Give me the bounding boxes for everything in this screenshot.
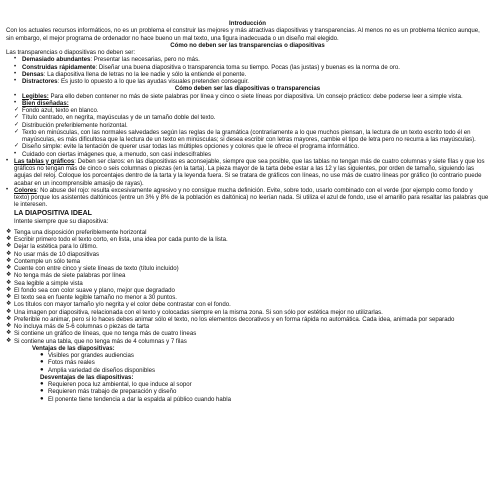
bullet-marker: • xyxy=(14,63,17,70)
bien-item-text: Fondo azul, texto en blanco. xyxy=(22,107,99,114)
ventaja-item-text: Amplia variedad de diseños disponibles xyxy=(48,366,156,374)
section1-item-text xyxy=(22,78,489,85)
bullet-marker: ❖ xyxy=(6,265,12,271)
bullet-marker: ✓ xyxy=(14,107,20,113)
bullet-marker: ● xyxy=(40,359,44,366)
tablas-body: : Deben ser claros: en las diapositivas es aconsejable, siempre que sea posible, que las tablas no tengan más de cuatro columnas y siete filas y que los gráficos no tengan más de cinco o seis columnas o piezas (en la tarta). La pieza mayor de la tarta debe estar a las 12 y las siguientes, por orden de tamaño, siguiendo las agujas del reloj. Coloque los porcentajes dentro de la tarta y la leyenda fuera. Si se tratara de gráficos con líneas, no use más de cuatro líneas por gráfico (lo contrario puede acabar en un incomprensible amasijo de rayas). xyxy=(14,157,485,187)
bullet-marker: ✓ xyxy=(14,143,20,150)
tablas-item xyxy=(6,158,489,187)
colores-label: Colores xyxy=(14,186,37,194)
section1-item-body: : La diapositiva llena de letras no la lee nadie y sólo la entiende el ponente. xyxy=(43,70,247,78)
legibles-item xyxy=(6,93,489,100)
bullet-marker: ❖ xyxy=(6,330,12,337)
bien-item-text: Cuidado con ciertas imágenes que, a menudo, son casi indescifrables xyxy=(22,150,212,158)
bullet-marker: ❖ xyxy=(6,337,12,344)
section2-title: Cómo deben ser las diapositivas o transparencias xyxy=(174,85,321,93)
ventaja-item xyxy=(6,367,489,374)
bien-item xyxy=(6,107,489,114)
ideal-item xyxy=(6,338,489,345)
section1-item xyxy=(6,78,489,85)
bullet-marker: • xyxy=(14,70,17,77)
ideal-item xyxy=(6,309,489,316)
ideal-title: LA DIAPOSITIVA IDEAL xyxy=(14,209,92,217)
ideal-item-text: Sea legible a simple vista xyxy=(14,279,83,287)
bullet-marker: ❖ xyxy=(6,315,12,322)
section1-item-text xyxy=(22,71,489,78)
bien-item xyxy=(6,151,489,158)
ideal-item-text: Si contiene una tabla, que no tenga más de 4 columnas y 7 filas xyxy=(14,337,187,345)
legibles-text xyxy=(22,93,489,100)
bullet-marker: ❖ xyxy=(6,294,12,300)
desventaja-item xyxy=(6,381,489,388)
bullet-marker: ● xyxy=(40,395,44,402)
bullet-marker: • xyxy=(6,157,9,164)
colores-body: : No abuse del rojo: resulta excesivamente agresivo y no consigue mucha definición. Evite, sobre todo, usarlo combinado con el verde (por ejemplo como fondo y texto) porque los asistentes daltónicos (entre un 3% y 8% de la población es daltónica) no leerían nada. Si utiliza el azul de fondo, use el amarillo para resaltar las palabras que le interesen. xyxy=(14,186,489,209)
bullet-marker: ❖ xyxy=(6,272,12,279)
bullet-marker: ❖ xyxy=(6,228,12,235)
bullet-marker: ✓ xyxy=(14,121,20,128)
bullet-marker: ✓ xyxy=(14,128,20,135)
section1-item-text xyxy=(22,64,489,71)
ideal-item xyxy=(6,243,489,250)
ideal-item xyxy=(6,258,489,265)
section1-item-text xyxy=(22,56,489,63)
colores-text xyxy=(14,187,489,209)
ideal-item-text: Si contiene un gráfico de líneas, que no tenga más de cuatro líneas xyxy=(14,330,197,338)
desventaja-item xyxy=(6,388,489,395)
bullet-marker: ❖ xyxy=(6,301,12,308)
bullet-marker: • xyxy=(14,150,17,157)
section1-lead: Las transparencias o diapositivas no deben ser: xyxy=(6,49,136,56)
bien-heading-row xyxy=(6,100,489,107)
legibles-body: Para ello deben contener no más de siete palabras por línea y cinco o siete líneas por diapositiva. Un consejo práctico: debe poderse leer a simple vista. xyxy=(48,92,463,100)
ideal-item xyxy=(6,236,489,243)
desventaja-item xyxy=(6,396,489,403)
section1-item-body: : Diseñar una buena diapositiva o transparencia toma su tiempo. Pocas (las justas) y buenas es la norma de oro. xyxy=(95,63,400,71)
bien-item xyxy=(6,129,489,144)
ventajas-list xyxy=(6,352,489,374)
ideal-item xyxy=(6,330,489,337)
bullet-marker: ● xyxy=(40,352,44,358)
bullet-marker: ● xyxy=(40,388,44,395)
ideal-item-text: El fondo sea con color suave y plano, mejor que degradado xyxy=(14,286,175,294)
ventajas-title: Ventajas de las diapositivas: xyxy=(32,344,115,352)
bien-item-text: Diseño simple: evite la tentación de querer usar todas las múltiples opciones y colores que le ofrece el programa informático. xyxy=(22,143,360,151)
bullet-marker: • xyxy=(14,78,17,84)
ventaja-item xyxy=(6,359,489,366)
ideal-item xyxy=(6,229,489,236)
bullet-marker: ❖ xyxy=(6,250,12,257)
section1-list xyxy=(6,56,489,85)
bien-item-text: Texto en minúsculas, con las normales salvedades según las reglas de la gramática (contrariamente a lo que muchos piensan, la lectura de un texto escrito todo él en mayúsculas, es más dificultosa que la lectura de un texto en minúsculas; si desea escribir con letras mayores, cambie el tipo de letra pero no recurra a las mayúsculas). xyxy=(22,128,476,143)
ideal-item xyxy=(6,280,489,287)
bien-item xyxy=(6,122,489,129)
ideal-item xyxy=(6,323,489,330)
ideal-item xyxy=(6,316,489,323)
ideal-item-text: Los títulos con mayor tamaño y/o negrita y el color debe contrastar con el fondo. xyxy=(14,301,231,309)
intro-paragraph: Con los actuales recursos informáticos, no es un problema el construir las mejores y más atractivas diapositivas y transparencias. Al menos no es un problema técnico aunque, sin embargo, el mejor programa de ordenador no hace bueno un mal texto, una figura inadecuada o un diseño mal elegido. xyxy=(6,27,480,42)
ideal-item-text: Cuente con entre cinco y siete líneas de texto (título incluido) xyxy=(14,265,179,272)
bullet-marker: ● xyxy=(40,381,44,387)
ideal-item-text: Dejar la estética para lo último. xyxy=(14,243,98,251)
bullet-marker: ❖ xyxy=(6,243,12,250)
intro-title: Introducción xyxy=(229,20,266,27)
bien-item xyxy=(6,143,489,150)
ideal-item-text: No tenga más de siete palabras por línea xyxy=(14,272,126,280)
ventaja-item xyxy=(6,352,489,359)
bien-item xyxy=(6,114,489,121)
ventaja-item-text: Fotos más reales xyxy=(48,359,95,367)
ventaja-item-text: Visibles por grandes audiencias xyxy=(48,352,134,359)
bien-item-text: Título centrado, en negrita, mayúsculas y de un tamaño doble del texto. xyxy=(22,114,216,122)
colores-item xyxy=(6,187,489,209)
ideal-item xyxy=(6,272,489,279)
section1-item-label: Densas xyxy=(22,70,44,78)
ideal-item xyxy=(6,287,489,294)
section1-item-body: : Presentar las necesarias, pero no más. xyxy=(90,56,200,64)
desventaja-item-text: Requieren poca luz ambiental, lo que induce al sopor xyxy=(48,381,192,388)
bullet-marker: ✓ xyxy=(14,114,20,121)
bien-item-text: Distribución preferiblemente horizontal. xyxy=(22,121,128,129)
desventaja-item-text: El ponente tiene tendencia a dar la espalda al público cuando habla xyxy=(48,395,231,403)
bullet-marker: ❖ xyxy=(6,279,12,286)
bullet-marker: ❖ xyxy=(6,286,12,293)
desventajas-title: Desventajas de las diapositivas: xyxy=(40,373,134,381)
ideal-item-text: Preferible no animar, pero si lo haces debes animar sólo el texto, no los elementos decorativos y en forma rápida no automática. Cada idea, animada por separado xyxy=(14,315,455,323)
bullet-marker: ❖ xyxy=(6,323,12,329)
section1-item xyxy=(6,71,489,78)
desventaja-item-text: Requieren más trabajo de preparación y diseño xyxy=(48,388,177,396)
tablas-text xyxy=(14,158,489,187)
bullet-marker: ● xyxy=(40,366,44,373)
section1-item-label: Demasiado abundantes xyxy=(22,56,91,64)
bullet-marker: ❖ xyxy=(6,236,12,242)
ideal-item-text: No incluya más de 5-6 columnas o piezas de tarta xyxy=(14,323,150,330)
ideal-item xyxy=(6,301,489,308)
tablas-label: Las tablas y gráficos xyxy=(14,157,75,165)
section1-item-label: Construidas rápidamente xyxy=(22,63,96,71)
bullet-marker: • xyxy=(6,186,9,193)
ideal-item xyxy=(6,265,489,272)
ideal-item-text: El texto sea en fuente legible tamaño no menor a 30 puntos. xyxy=(14,294,177,301)
ideal-item xyxy=(6,294,489,301)
ideal-item xyxy=(6,251,489,258)
section1-item-body: : Es justo lo opuesto a lo que las ayudas visuales pretenden conseguir. xyxy=(57,78,249,85)
ideal-item-text: Tenga una disposición preferiblemente horizontal xyxy=(14,228,147,236)
bullet-marker: ❖ xyxy=(6,257,12,264)
desventajas-list xyxy=(6,381,489,403)
section1-title: Cómo no deben ser las transparencias o diapositivas xyxy=(170,41,325,49)
ideal-item-text: Contemple un sólo tema xyxy=(14,257,81,265)
section1-item xyxy=(6,64,489,71)
section1-item xyxy=(6,56,489,63)
ideal-item-text: Una imagen por diapositiva, relacionada con el texto y colocadas siempre en la misma zona. Si son sólo por estética mejor no utilizarlas. xyxy=(14,308,383,316)
bullet-marker: ❖ xyxy=(6,308,12,315)
ideal-list xyxy=(6,229,489,345)
legibles-label: Legibles: xyxy=(22,92,49,100)
bullet-marker: • xyxy=(14,92,17,99)
bullet-marker: • xyxy=(14,56,17,63)
bullet-marker: • xyxy=(14,99,17,106)
ideal-item-text: Escribir primero todo el texto corto, en lista, una idea por cada punto de la lista. xyxy=(14,236,228,243)
bien-heading: Bien diseñadas: xyxy=(22,99,69,107)
ideal-item-text: No usar más de 10 diapositivas xyxy=(14,250,100,258)
bien-list xyxy=(6,107,489,158)
ideal-subtitle: Intente siempre que su diapositiva: xyxy=(14,217,109,225)
section1-item-label: Distractores xyxy=(22,78,58,85)
